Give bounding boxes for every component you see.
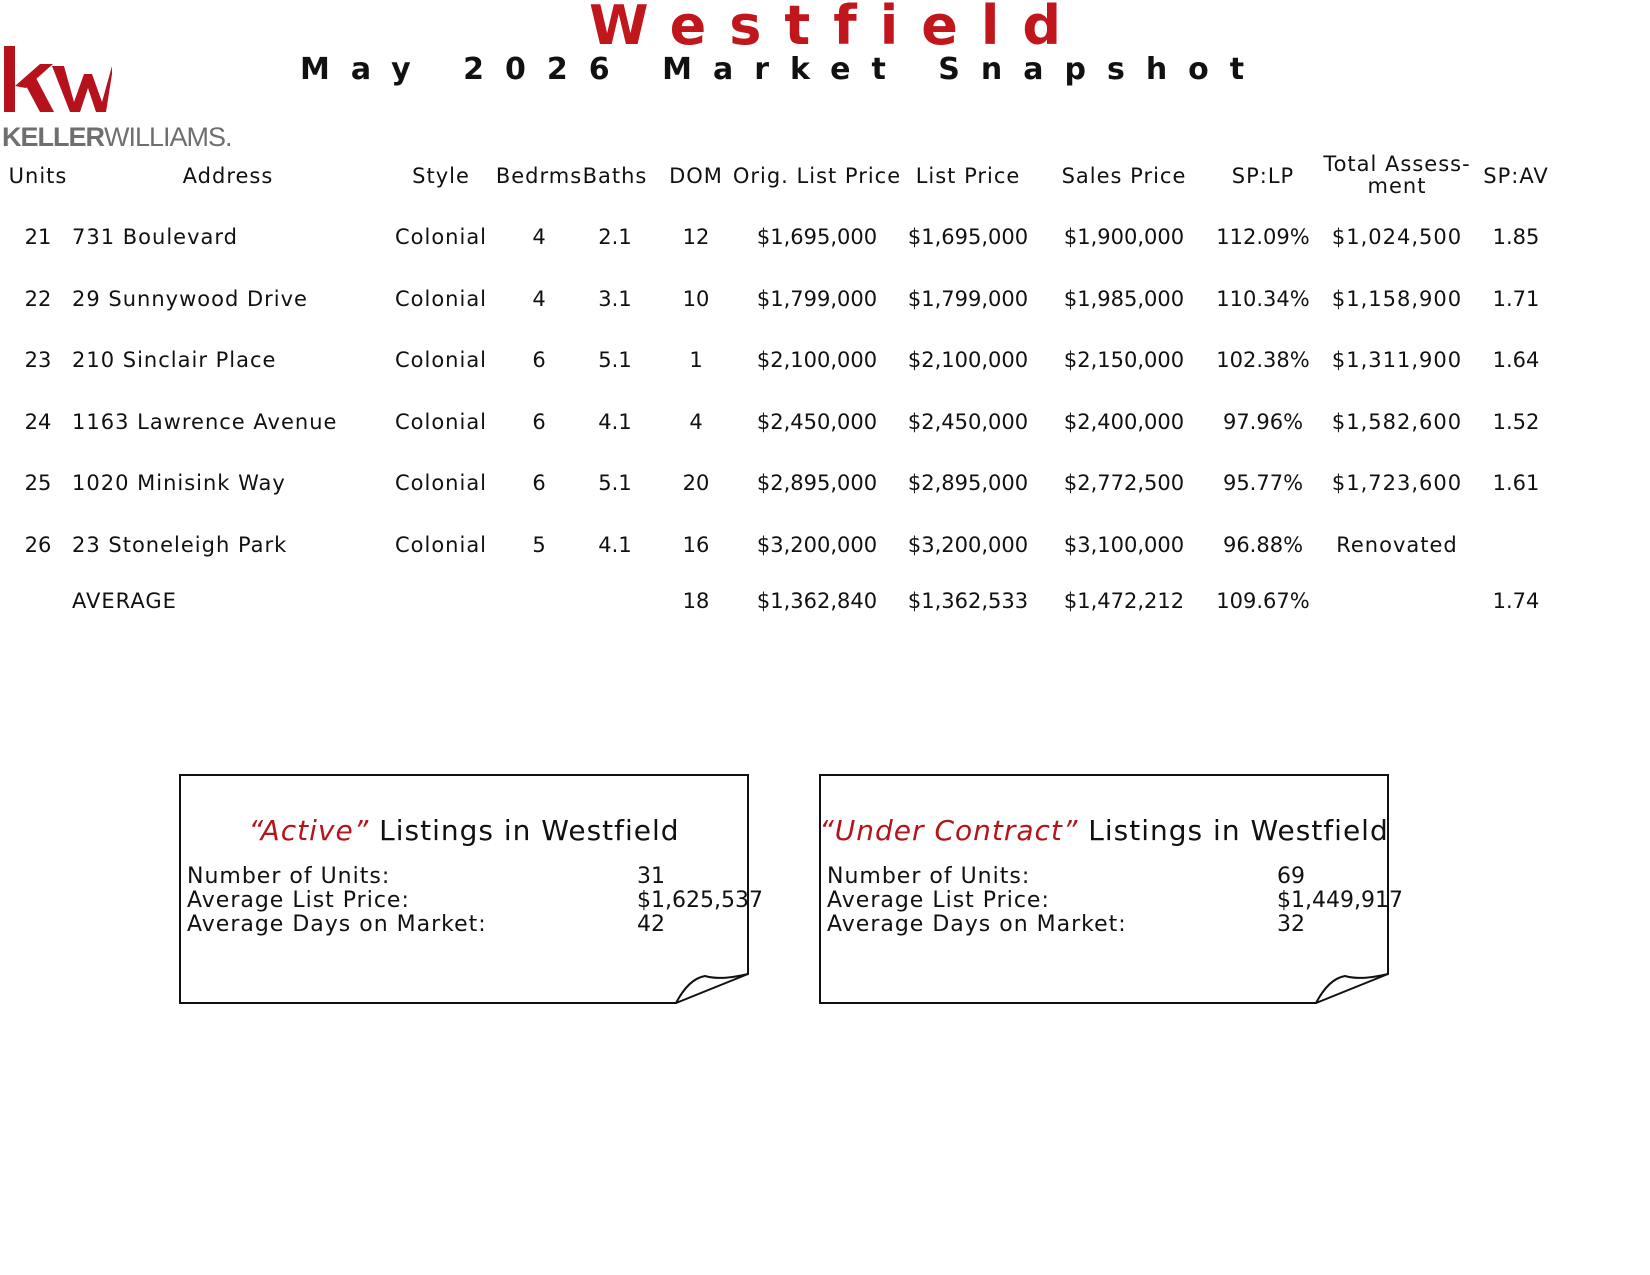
- list-price-cell: $2,895,000: [907, 471, 1029, 495]
- bedrms-cell: 4: [532, 287, 546, 311]
- baths-cell: 4.1: [598, 410, 632, 434]
- total-assessment-cell: $1,582,600: [1331, 410, 1463, 434]
- under-contract-units-value: 69: [1277, 864, 1305, 889]
- sp-av-cell: 1.61: [1492, 471, 1540, 495]
- sp-av-cell: 1.64: [1492, 348, 1540, 372]
- sp-av-cell: 1.52: [1492, 410, 1540, 434]
- header-total-assessment: Total Assess- ment: [1323, 152, 1471, 198]
- baths-cell: 3.1: [598, 287, 632, 311]
- unit-cell: 21: [24, 225, 52, 249]
- average-orig-list: $1,362,840: [756, 589, 878, 613]
- sales-price-cell: $2,400,000: [1063, 410, 1185, 434]
- orig-list-price-cell: $2,895,000: [756, 471, 878, 495]
- list-price-cell: $2,100,000: [907, 348, 1029, 372]
- list-price-cell: $1,799,000: [907, 287, 1029, 311]
- average-list: $1,362,533: [907, 589, 1029, 613]
- average-sales: $1,472,212: [1063, 589, 1185, 613]
- logo-wordmark: KELLERWILLIAMS.: [2, 122, 232, 152]
- total-assessment-cell: $1,158,900: [1331, 287, 1463, 311]
- bedrms-cell: 6: [532, 348, 546, 372]
- active-price-label: Average List Price:: [187, 888, 410, 913]
- style-cell: Colonial: [394, 287, 488, 311]
- total-assessment-cell: $1,723,600: [1331, 471, 1463, 495]
- address-cell: 29 Sunnywood Drive: [72, 287, 308, 311]
- orig-list-price-cell: $1,695,000: [756, 225, 878, 249]
- under-contract-card-title: “Under Contract” Listings in Westfield: [819, 814, 1389, 847]
- sp-lp-cell: 102.38%: [1216, 348, 1310, 372]
- address-cell: 210 Sinclair Place: [72, 348, 277, 372]
- address-cell: 731 Boulevard: [72, 225, 238, 249]
- header-sp-av: SP:AV: [1483, 164, 1549, 188]
- style-cell: Colonial: [394, 410, 488, 434]
- sp-av-cell: 1.71: [1492, 287, 1540, 311]
- header-sales-price: Sales Price: [1061, 164, 1187, 188]
- unit-cell: 24: [24, 410, 52, 434]
- header-units: Units: [8, 164, 68, 188]
- bedrms-cell: 4: [532, 225, 546, 249]
- style-cell: Colonial: [394, 471, 488, 495]
- sp-lp-cell: 95.77%: [1222, 471, 1304, 495]
- dom-cell: 16: [682, 533, 710, 557]
- average-sp-av: 1.74: [1492, 589, 1540, 613]
- active-units-value: 31: [637, 864, 665, 889]
- page-title: Westfield: [588, 0, 1084, 57]
- dom-cell: 1: [689, 348, 703, 372]
- header-sp-lp: SP:LP: [1231, 164, 1295, 188]
- orig-list-price-cell: $2,100,000: [756, 348, 878, 372]
- baths-cell: 2.1: [598, 225, 632, 249]
- address-cell: 1020 Minisink Way: [72, 471, 286, 495]
- address-cell: 23 Stoneleigh Park: [72, 533, 288, 557]
- active-price-value: $1,625,537: [637, 888, 763, 913]
- average-dom: 18: [682, 589, 710, 613]
- style-cell: Colonial: [394, 225, 488, 249]
- sp-lp-cell: 97.96%: [1222, 410, 1304, 434]
- list-price-cell: $2,450,000: [907, 410, 1029, 434]
- header-style: Style: [412, 164, 470, 188]
- sales-price-cell: $2,772,500: [1063, 471, 1185, 495]
- baths-cell: 5.1: [598, 471, 632, 495]
- baths-cell: 5.1: [598, 348, 632, 372]
- keller-williams-logo: [0, 44, 240, 154]
- sp-av-cell: 1.85: [1492, 225, 1540, 249]
- sp-lp-cell: 96.88%: [1222, 533, 1304, 557]
- active-dom-label: Average Days on Market:: [187, 912, 487, 937]
- sales-price-cell: $3,100,000: [1063, 533, 1185, 557]
- unit-cell: 26: [24, 533, 52, 557]
- under-contract-dom-value: 32: [1277, 912, 1305, 937]
- average-label: AVERAGE: [72, 589, 177, 613]
- sales-price-cell: $1,985,000: [1063, 287, 1185, 311]
- header-dom: DOM: [669, 164, 723, 188]
- baths-cell: 4.1: [598, 533, 632, 557]
- sales-price-cell: $1,900,000: [1063, 225, 1185, 249]
- unit-cell: 23: [24, 348, 52, 372]
- bedrms-cell: 5: [532, 533, 546, 557]
- header-list-price: List Price: [915, 164, 1021, 188]
- orig-list-price-cell: $1,799,000: [756, 287, 878, 311]
- bedrms-cell: 6: [532, 471, 546, 495]
- total-assessment-cell: Renovated: [1336, 533, 1458, 557]
- total-assessment-cell: $1,311,900: [1331, 348, 1463, 372]
- active-listings-card: [179, 774, 779, 1014]
- under-contract-price-value: $1,449,917: [1277, 888, 1403, 913]
- unit-cell: 25: [24, 471, 52, 495]
- header-address: Address: [182, 164, 274, 188]
- sp-lp-cell: 112.09%: [1216, 225, 1310, 249]
- average-sp-lp: 109.67%: [1216, 589, 1310, 613]
- unit-cell: 22: [24, 287, 52, 311]
- under-contract-units-label: Number of Units:: [827, 864, 1031, 889]
- style-cell: Colonial: [394, 348, 488, 372]
- dom-cell: 10: [682, 287, 710, 311]
- header-bedrms: Bedrms: [495, 164, 583, 188]
- address-cell: 1163 Lawrence Avenue: [72, 410, 338, 434]
- under-contract-listings-card: [819, 774, 1419, 1014]
- active-card-title: “Active” Listings in Westfield: [248, 814, 680, 847]
- style-cell: Colonial: [394, 533, 488, 557]
- header-baths: Baths: [582, 164, 648, 188]
- dom-cell: 4: [689, 410, 703, 434]
- under-contract-price-label: Average List Price:: [827, 888, 1050, 913]
- orig-list-price-cell: $2,450,000: [756, 410, 878, 434]
- active-dom-value: 42: [637, 912, 665, 937]
- active-units-label: Number of Units:: [187, 864, 391, 889]
- under-contract-dom-label: Average Days on Market:: [827, 912, 1127, 937]
- bedrms-cell: 6: [532, 410, 546, 434]
- page-subtitle: May 2026 Market Snapshot: [300, 52, 1266, 87]
- sales-price-cell: $2,150,000: [1063, 348, 1185, 372]
- orig-list-price-cell: $3,200,000: [756, 533, 878, 557]
- sp-lp-cell: 110.34%: [1216, 287, 1310, 311]
- list-price-cell: $3,200,000: [907, 533, 1029, 557]
- dom-cell: 20: [682, 471, 710, 495]
- dom-cell: 12: [682, 225, 710, 249]
- total-assessment-cell: $1,024,500: [1331, 225, 1463, 249]
- list-price-cell: $1,695,000: [907, 225, 1029, 249]
- header-orig-list-price: Orig. List Price: [732, 164, 902, 188]
